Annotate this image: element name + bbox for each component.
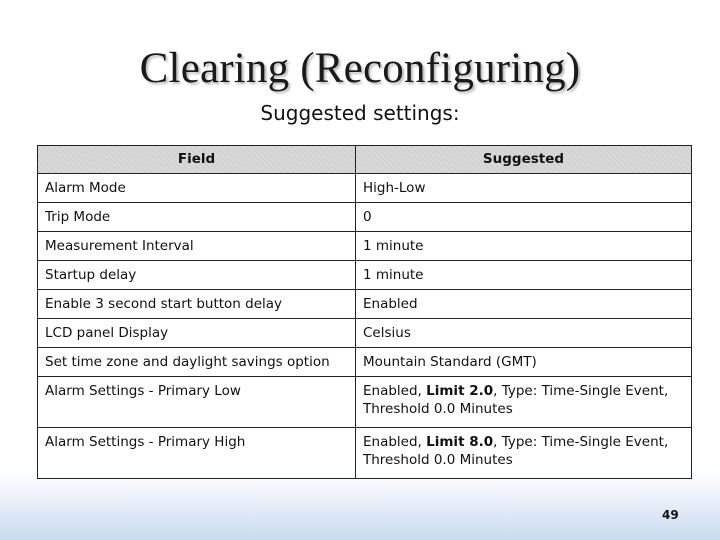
field-cell: Set time zone and daylight savings option [38,348,356,377]
table-row [38,348,692,377]
bottom-gradient-band [0,470,720,540]
page-number: 49 [662,508,679,522]
suggested-cell: 1 minute [356,261,692,290]
field-cell: Alarm Settings - Primary Low [38,377,356,428]
suggested-cell [356,377,692,428]
field-cell: Startup delay [38,261,356,290]
suggested-cell: 0 [356,203,692,232]
settings-table [37,145,692,479]
slide-subtitle: Suggested settings: [260,101,460,125]
table-row [38,232,692,261]
limit-value: Limit 2.0 [426,383,494,399]
table-row [38,290,692,319]
suggested-cell: Enabled [356,290,692,319]
suggested-cell: 1 minute [356,232,692,261]
table-row [38,428,692,479]
field-cell: LCD panel Display [38,319,356,348]
suggested-cell: High-Low [356,174,692,203]
suggested-text: Enabled, [363,383,427,399]
suggested-cell: Celsius [356,319,692,348]
table-row [38,319,692,348]
table-row [38,377,692,428]
limit-value: Limit 8.0 [426,434,494,450]
table-row [38,174,692,203]
table-row [38,261,692,290]
field-cell: Alarm Mode [38,174,356,203]
suggested-text: , Type: Time-Single Event, Threshold 0.0 Minutes [363,383,669,417]
header-field: Field [38,146,356,174]
field-cell: Enable 3 second start button delay [38,290,356,319]
field-cell: Alarm Settings - Primary High [38,428,356,479]
field-cell: Trip Mode [38,203,356,232]
suggested-text: , Type: Time-Single Event, Threshold 0.0 Minutes [363,434,669,468]
suggested-cell: Mountain Standard (GMT) [356,348,692,377]
suggested-cell [356,428,692,479]
header-suggested: Suggested [356,146,692,174]
table-header-row [38,146,692,174]
field-cell: Measurement Interval [38,232,356,261]
suggested-text: Enabled, [363,434,427,450]
slide-title: Clearing (Reconfiguring) [139,45,581,92]
table-row [38,203,692,232]
